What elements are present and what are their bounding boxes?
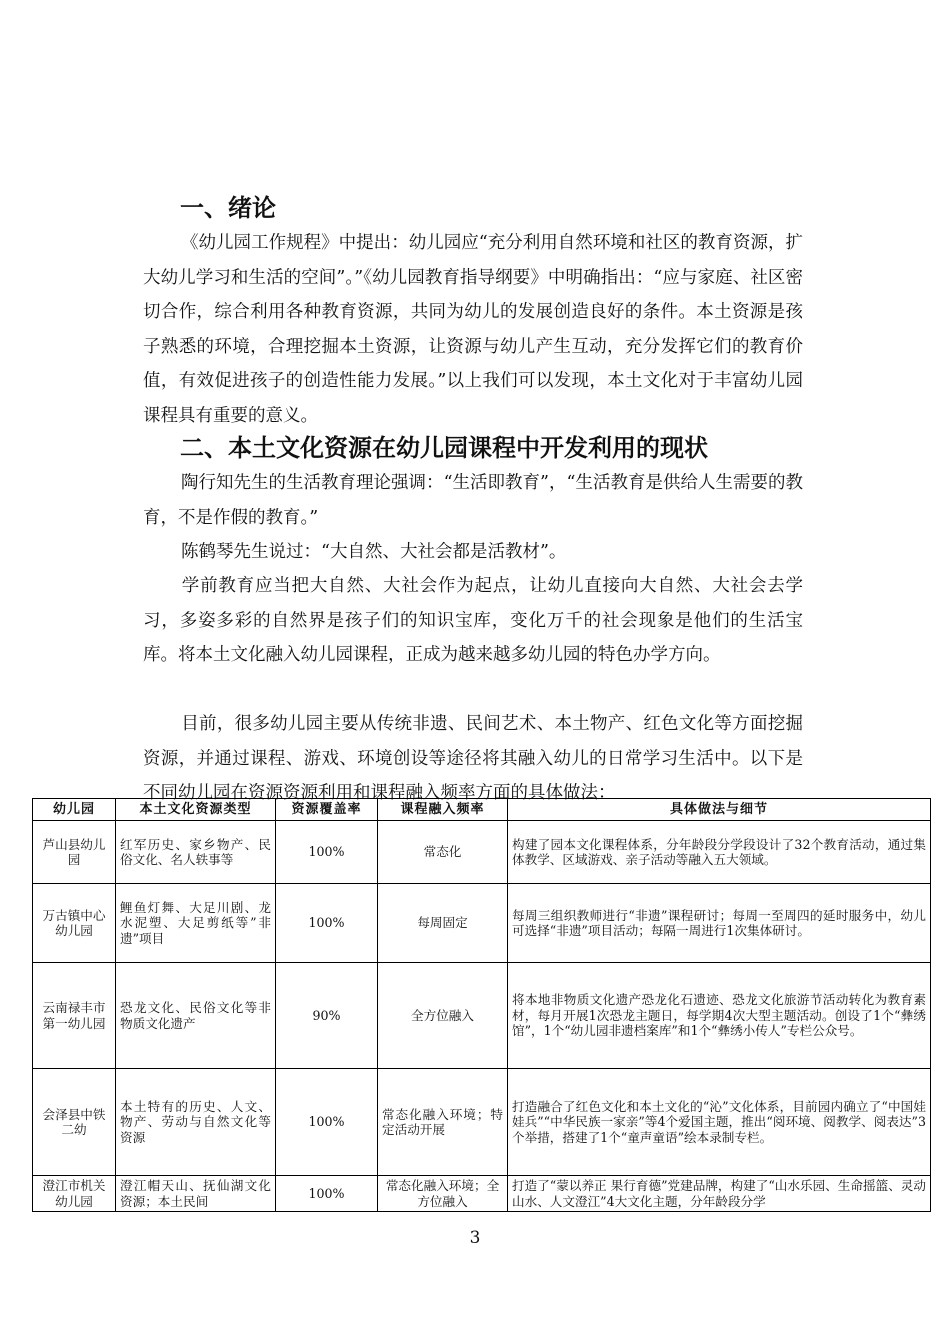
- cell-frequency: 每周固定: [378, 884, 508, 963]
- cell-resource-type: 本土特有的历史、人文、物产、劳动与自然文化等资源: [116, 1069, 276, 1176]
- cell-details: 打造融合了红色文化和本土文化的“沁”文化体系，目前园内确立了“中国娃娃兵”“中华民族一家亲”等4个爱国主题，推出“阅环境、阅教学、阅表达”3个举措，搭建了1个“童声童语”绘本录制专栏。: [508, 1069, 931, 1176]
- paragraph-text: 陶行知先生的生活教育理论强调：“生活即教育”，“生活教育是供给人生需要的教育，不是作假的教育。”: [143, 473, 803, 528]
- table-row: [33, 821, 931, 884]
- paragraph-text: 学前教育应当把大自然、大社会作为起点，让幼儿直接向大自然、大社会去学习，多姿多彩的自然界是孩子们的知识宝库，变化万千的社会现象是他们的生活宝库。将本土文化融入幼儿园课程，正成为越来越多幼儿园的特色办学方向。: [143, 576, 803, 666]
- cell-details: 构建了园本文化课程体系，分年龄段分学段设计了32个教育活动，通过集体教学、区域游戏、亲子活动等融入五大领域。: [508, 821, 931, 884]
- cell-frequency: 全方位融入: [378, 963, 508, 1069]
- paragraph-current-practice: [143, 707, 803, 811]
- section-heading-status: 二、本土文化资源在幼儿园课程中开发利用的现状: [180, 434, 708, 462]
- cell-resource-type: 红军历史、家乡物产、民俗文化、名人轶事等: [116, 821, 276, 884]
- cell-frequency: 常态化融入环境；全方位融入: [378, 1176, 508, 1212]
- header-kindergarten: 幼儿园: [33, 799, 116, 821]
- cell-details: 打造了“蒙以养正 果行育德”党建品牌，构建了“山水乐园、生命摇篮、灵动山水、人文澄江”4大文化主题，分年龄段分学: [508, 1176, 931, 1212]
- cell-resource-type: 鲤鱼灯舞、大足川剧、龙水泥塑、大足剪纸等”非遗”项目: [116, 884, 276, 963]
- cell-resource-type: 恐龙文化、民俗文化等非物质文化遗产: [116, 963, 276, 1069]
- cell-coverage: 100%: [276, 884, 378, 963]
- cell-frequency: 常态化: [378, 821, 508, 884]
- table-row: [33, 963, 931, 1069]
- kindergarten-resource-table: [32, 798, 931, 1212]
- section-heading-introduction: 一、绪论: [180, 194, 276, 222]
- cell-kindergarten: 万古镇中心幼儿园: [33, 884, 116, 963]
- header-resource-type: 本土文化资源类型: [116, 799, 276, 821]
- paragraph-introduction: [143, 226, 803, 434]
- paragraph-chen-heqin: [143, 535, 803, 570]
- cell-coverage: 100%: [276, 821, 378, 884]
- cell-kindergarten: 会泽县中铁二幼: [33, 1069, 116, 1176]
- header-frequency: 课程融入频率: [378, 799, 508, 821]
- cell-kindergarten: 芦山县幼儿园: [33, 821, 116, 884]
- paragraph-text: 目前，很多幼儿园主要从传统非遗、民间艺术、本土物产、红色文化等方面挖掘资源，并通过课程、游戏、环境创设等途径将其融入幼儿的日常学习生活中。以下是不同幼儿园在资源资源利用和课程融入频率方面的具体做法：: [143, 714, 803, 804]
- paragraph-preschool-education: [143, 569, 803, 673]
- header-details: 具体做法与细节: [508, 799, 931, 821]
- paragraph-text: 《幼儿园工作规程》中提出：幼儿园应“充分利用自然环境和社区的教育资源，扩大幼儿学习和生活的空间”。”《幼儿园教育指导纲要》中明确指出：“应与家庭、社区密切合作，综合利用各种教育资源，共同为幼儿的发展创造良好的条件。本土资源是孩子熟悉的环境，合理挖掘本土资源，让资源与幼儿产生互动，充分发挥它们的教育价值，有效促进孩子的创造性能力发展。”以上我们可以发现，本土文化对于丰富幼儿园课程具有重要的意义。: [143, 233, 803, 426]
- cell-frequency: 常态化融入环境；特定活动开展: [378, 1069, 508, 1176]
- paragraph-tao-xingzhi: [143, 466, 803, 535]
- table-row: [33, 884, 931, 963]
- paragraph-text: 陈鹤琴先生说过：“大自然、大社会都是活教材”。: [181, 542, 567, 562]
- cell-coverage: 100%: [276, 1176, 378, 1212]
- cell-details: 将本地非物质文化遗产恐龙化石遗迹、恐龙文化旅游节活动转化为教育素材，每月开展1次恐龙主题日，每学期4次大型主题活动。创设了1个“彝绣馆”，1个“幼儿园非遗档案库”和1个“彝绣小传人”专栏公众号。: [508, 963, 931, 1069]
- page-number: 3: [469, 1228, 481, 1248]
- table-row: [33, 1069, 931, 1176]
- table-row: [33, 1176, 931, 1212]
- table-header-row: [33, 799, 931, 821]
- cell-resource-type: 澄江帽天山、抚仙湖文化资源；本土民间: [116, 1176, 276, 1212]
- cell-coverage: 90%: [276, 963, 378, 1069]
- cell-details: 每周三组织教师进行“非遗”课程研讨；每周一至周四的延时服务中，幼儿可选择“非遗”项目活动；每隔一周进行1次集体研讨。: [508, 884, 931, 963]
- cell-kindergarten: 澄江市机关幼儿园: [33, 1176, 116, 1212]
- header-coverage: 资源覆盖率: [276, 799, 378, 821]
- cell-kindergarten: 云南禄丰市第一幼儿园: [33, 963, 116, 1069]
- cell-coverage: 100%: [276, 1069, 378, 1176]
